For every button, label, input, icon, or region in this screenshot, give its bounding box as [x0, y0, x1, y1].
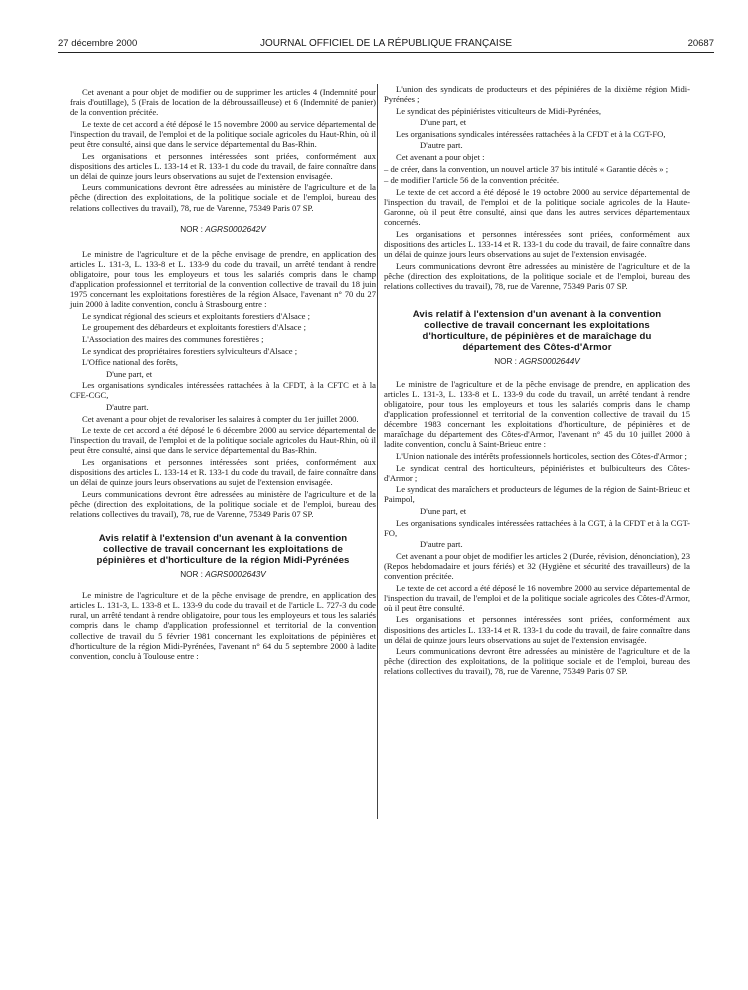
- nor-reference: [384, 357, 690, 367]
- page-number: 20687: [687, 38, 714, 49]
- nor-label: NOR :: [494, 356, 520, 366]
- left-column: [70, 87, 376, 662]
- nor-label: NOR :: [180, 224, 206, 234]
- paragraph: Les organisations et personnes intéressées sont priées, conformément aux dispositions des articles L. 133-14 et R. 133-1 du code du travail, de faire connaître dans un délai de quinze jours leurs observations au sujet de l'extension envisagée.: [70, 457, 376, 488]
- paragraph: Les organisations syndicales intéressées rattachées à la CFDT et à la CGT-FO,: [396, 128, 666, 139]
- list-item: – de modifier l'article 56 de la convention précitée.: [384, 175, 560, 186]
- paragraph: Le ministre de l'agriculture et de la pêche envisage de prendre, en application des articles L. 131-3, L. 133-8 et L. 133-9 du code du travail, un arrêté tendant à rendre obligatoire, pour tous les employeurs et tous les salariés compris dans le champ d'application professionnel et territorial de la convention collective de travail du 15 décembre 1983 concernant les exploitations d'horticulture, de pépinières et de maraîchage du département des Côtes-d'Armor, l'avenant n° 45 du 10 juillet 2000 à ladite convention, conclu à Saint-Brieuc entre :: [384, 378, 690, 450]
- paragraph: Le groupement des débardeurs et exploitants forestiers d'Alsace ;: [82, 322, 306, 333]
- paragraph: Le texte de cet accord a été déposé le 15 novembre 2000 au service départemental de l'inspection du travail, de l'emploi et de la politique sociale agricoles du Haut-Rhin, où il peut être consulté, ainsi que dans le service départemental du Bas-Rhin.: [70, 118, 376, 149]
- paragraph: Les organisations syndicales intéressées rattachées à la CFDT, à la CFTC et à la CFE-CGC,: [70, 380, 376, 401]
- paragraph: L'Association des maires des communes forestières ;: [82, 333, 264, 344]
- header-date: 27 décembre 2000: [58, 38, 138, 49]
- right-column: [384, 84, 690, 678]
- paragraph: D'autre part.: [106, 402, 149, 413]
- paragraph: D'une part, et: [106, 368, 153, 379]
- paragraph: Le syndicat régional des scieurs et exploitants forestiers d'Alsace ;: [82, 310, 311, 321]
- nor-reference: [70, 225, 376, 235]
- page-header: [58, 38, 714, 52]
- journal-title: JOURNAL OFFICIEL DE LA RÉPUBLIQUE FRANÇAISE: [259, 38, 513, 49]
- paragraph: Le syndicat des maraîchers et producteurs de légumes de la région de Saint-Brieuc et Paimpol,: [384, 484, 690, 505]
- paragraph: Le syndicat des pépiniéristes viticulteurs de Midi-Pyrénées,: [396, 105, 602, 116]
- paragraph: Les organisations syndicales intéressées rattachées à la CGT, à la CFDT et à la CGT-FO,: [384, 517, 690, 538]
- paragraph: Les organisations et personnes intéressées sont priées, conformément aux dispositions des articles L. 133-14 et R. 133-1 du code du travail, de faire connaître dans un délai de quinze jours leurs observations au sujet de l'extension envisagée.: [384, 614, 690, 645]
- paragraph: Le ministre de l'agriculture et de la pêche envisage de prendre, en application des articles L. 131-3, L. 133-8 et L. 133-9 du code du travail et de l'article L. 727-3 du code rural, un arrêté tendant à rendre obligatoire, pour tous les employeurs et tous les salariés compris dans le champ d'application professionnel et territorial de la convention collective de travail du 5 février 1981 concernant les exploitations de pépinières et d'horticulture de la région Midi-Pyrénées, l'avenant n° 64 du 5 septembre 2000 à ladite convention, conclu à Toulouse entre :: [70, 590, 376, 661]
- notice-title: Avis relatif à l'extension d'un avenant à la convention collective de travail concernant les exploitations de pépinières et d'horticulture de la région Midi-Pyrénées: [96, 533, 350, 567]
- paragraph: Le syndicat des propriétaires forestiers sylviculteurs d'Alsace ;: [82, 345, 298, 356]
- paragraph: Cet avenant a pour objet :: [396, 152, 485, 163]
- paragraph: Cet avenant a pour objet de modifier les articles 2 (Durée, révision, dénonciation), 23 (Repos hebdomadaire et jours fériés) et 32 (Hygiène et sécurité des travailleurs) de la convention précitée.: [384, 550, 690, 582]
- paragraph: D'autre part.: [420, 539, 463, 550]
- paragraph: Cet avenant a pour objet de modifier ou de supprimer les articles 4 (Indemnité pour frais d'outillage), 5 (Frais de location de la débroussailleuse) et 6 (Indemnité de panier) de la convention précitée.: [70, 87, 376, 118]
- header-rule: [58, 52, 714, 53]
- nor-reference: [70, 570, 376, 580]
- paragraph: Les organisations et personnes intéressées sont priées, conformément aux dispositions des articles L. 133-14 et R. 133-1 du code du travail, de faire connaître dans un délai de quinze jours leurs observations au sujet de l'extension envisagée.: [70, 150, 376, 181]
- paragraph: D'une part, et: [420, 506, 467, 516]
- paragraph: Le syndicat central des horticulteurs, pépiniéristes et bulbiculteurs des Côtes-d'Armor ;: [384, 462, 690, 483]
- paragraph: L'Union nationale des intérêts professionnels horticoles, section des Côtes-d'Armor ;: [396, 451, 687, 462]
- list-item: – de créer, dans la convention, un nouvel article 37 bis intitulé « Garantie décès » ;: [384, 163, 669, 174]
- paragraph: D'une part, et: [420, 117, 467, 128]
- notice-title: Avis relatif à l'extension d'un avenant à la convention collective de travail concernant les exploitations d'horticulture, de pépinières et de maraîchage du département des Côtes-d'Armor: [412, 308, 662, 353]
- column-divider: [377, 84, 378, 819]
- paragraph: D'autre part.: [420, 140, 463, 151]
- paragraph: Leurs communications devront être adressées au ministère de l'agriculture et de la pêche (direction des exploitations, de la politique sociale et de l'emploi, bureau des relations collectives du travail), 78, rue de Varenne, 75349 Paris 07 SP.: [384, 646, 690, 677]
- nor-code: AGRS0002644V: [519, 356, 580, 366]
- paragraph: Cet avenant a pour objet de revaloriser les salaires à compter du 1er juillet 2000.: [82, 413, 359, 424]
- paragraph: L'Office national des forêts,: [82, 357, 178, 368]
- paragraph: Les organisations et personnes intéressées sont priées, conformément aux dispositions des articles L. 133-14 et R. 133-1 du code du travail, de faire connaître dans un délai de quinze jours leurs observations au sujet de l'extension envisagée.: [384, 228, 690, 259]
- nor-label: NOR :: [180, 570, 206, 580]
- nor-code: AGRS0002643V: [205, 570, 266, 580]
- paragraph: Le ministre de l'agriculture et de la pêche envisage de prendre, en application des articles L. 131-3, L. 133-8 et L. 133-9 du code du travail, un arrêté tendant à rendre obligatoire, pour tous les employeurs et tous les salariés compris dans le champ d'application professionnel et territorial de la convention collective de travail du 18 juin 1975 concernant les exploitations forestières de la région Alsace, l'avenant n° 70 du 27 juin 2000 à ladite convention, conclu à Strasbourg entre :: [70, 248, 376, 310]
- paragraph: Le texte de cet accord a été déposé le 19 octobre 2000 au service départemental de l'inspection du travail, de l'emploi et de la politique sociale agricoles de la Haute-Garonne, où il peut être consulté, ainsi que dans les autres services départementaux concernés.: [384, 186, 690, 228]
- paragraph: L'union des syndicats de producteurs et des pépiniéres de la dixième région Midi-Pyrénées ;: [384, 84, 690, 105]
- paragraph: Le texte de cet accord a été déposé le 16 novembre 2000 au service départemental de l'inspection du travail, de l'emploi et de la politique sociale agricoles des Côtes-d'Armor, où il peut être consulté.: [384, 582, 690, 613]
- paragraph: Leurs communications devront être adressées au ministère de l'agriculture et de la pêche (direction des exploitations, de la politique sociale et de l'emploi, bureau des relations collectives du travail), 78, rue de Varenne, 75349 Paris 07 SP.: [70, 488, 376, 519]
- paragraph: Leurs communications devront être adressées au ministère de l'agriculture et de la pêche (direction des exploitations, de la politique sociale et de l'emploi, bureau des relations collectives du travail), 78, rue de Varenne, 75349 Paris 07 SP.: [70, 182, 376, 213]
- paragraph: Leurs communications devront être adressées au ministère de l'agriculture et de la pêche (direction des exploitations, de la politique sociale et de l'emploi, bureau des relations collectives du travail), 78, rue de Varenne, 75349 Paris 07 SP.: [384, 260, 690, 291]
- paragraph: Le texte de cet accord a été déposé le 6 décembre 2000 au service départemental de l'inspection du travail, de l'emploi et de la politique sociale agricoles du Haut-Rhin, où il peut être consulté, ainsi que dans le service départemental du Bas-Rhin.: [70, 425, 376, 456]
- nor-code: AGRS0002642V: [205, 224, 266, 234]
